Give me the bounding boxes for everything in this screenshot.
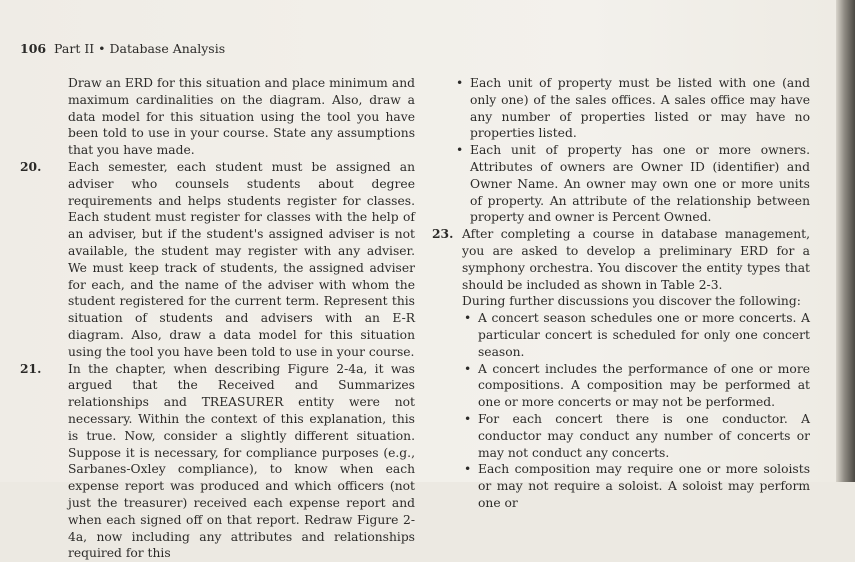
exercise-number: 20. [20, 158, 42, 174]
exercise-number: 23. [432, 226, 454, 242]
page-header [20, 41, 225, 56]
exercise-19-continuation [20, 75, 415, 159]
bullet-item: • Each composition may require one or more soloists or may not require a soloist. A soloist may perform one or [462, 461, 810, 511]
exercise-number: 21. [20, 360, 42, 376]
exercise-text: After completing a course in database management, you are asked to develop a preliminary ERD for a symphony orchestra. You discover the entity types that should be included as shown in Table 2-3. [462, 227, 810, 292]
exercise-22-bullets [432, 75, 810, 226]
continuation-text: Draw an ERD for this situation and place minimum and maximum cardinalities on the diagram. Also, draw a data model for this situation using the tool you have been told to use in your course. State any assumptions that you have made. [68, 76, 415, 158]
exercise-followup: During further discussions you discover the following: [462, 294, 801, 309]
exercise-text: Each semester, each student must be assigned an adviser who counsels students about degree requirements and helps students register for classes. Each student must register for classes with the help of an adviser, but if the student's assigned adviser is not available, the student may register with any adviser. We must keep track of students, the assigned adviser for each, and the name of the adviser with whom the student registered for the current term. Represent this situation of students and advisers with an E-R diagram. Also, draw a data model for this situation using the tool you have been told to use in your course. [68, 159, 415, 359]
exercise-23-bullets [462, 310, 810, 512]
book-spine-shadow [836, 0, 855, 482]
exercise-text: In the chapter, when describing Figure 2-4a, it was argued that the Received and Summarizes relationships and TREASURER entity were not necessary. Within the context of this explanation, this is true. Now, consider a slightly different situation. Suppose it is necessary, for compliance purposes (e.g., Sarbanes-Oxley compliance), to know when each expense report was produced and which officers (not just the treasurer) received each expense report and when each signed off on that report. Redraw Figure 2-4a, now including any attributes and relationships required for this [68, 361, 415, 561]
bullet-item: • Each unit of property must be listed with one (and only one) of the sales offices. A sales office may have any number of properties listed or may have no properties listed. [454, 75, 810, 142]
exercise-21 [20, 361, 415, 562]
bullet-item: • A concert season schedules one or more concerts. A particular concert is scheduled for only one concert season. [462, 310, 810, 360]
bullet-item: • A concert includes the performance of one or more compositions. A composition may be performed at one or more concerts or may not be performed. [462, 361, 810, 411]
page-number: 106 [20, 41, 47, 56]
right-column [432, 75, 810, 512]
exercise-20 [20, 159, 415, 361]
bullet-item: • Each unit of property has one or more owners. Attributes of owners are Owner ID (identifier) and Owner Name. An owner may own one or more units of property. An attribute of the relationship between property and owner is Percent Owned. [454, 142, 810, 226]
exercise-23 [432, 226, 810, 512]
left-column [20, 75, 415, 562]
bullet-item: • For each concert there is one conductor. A conductor may conduct any number of concerts or may not conduct any concerts. [462, 411, 810, 461]
running-title: Part II • Database Analysis [54, 41, 226, 56]
